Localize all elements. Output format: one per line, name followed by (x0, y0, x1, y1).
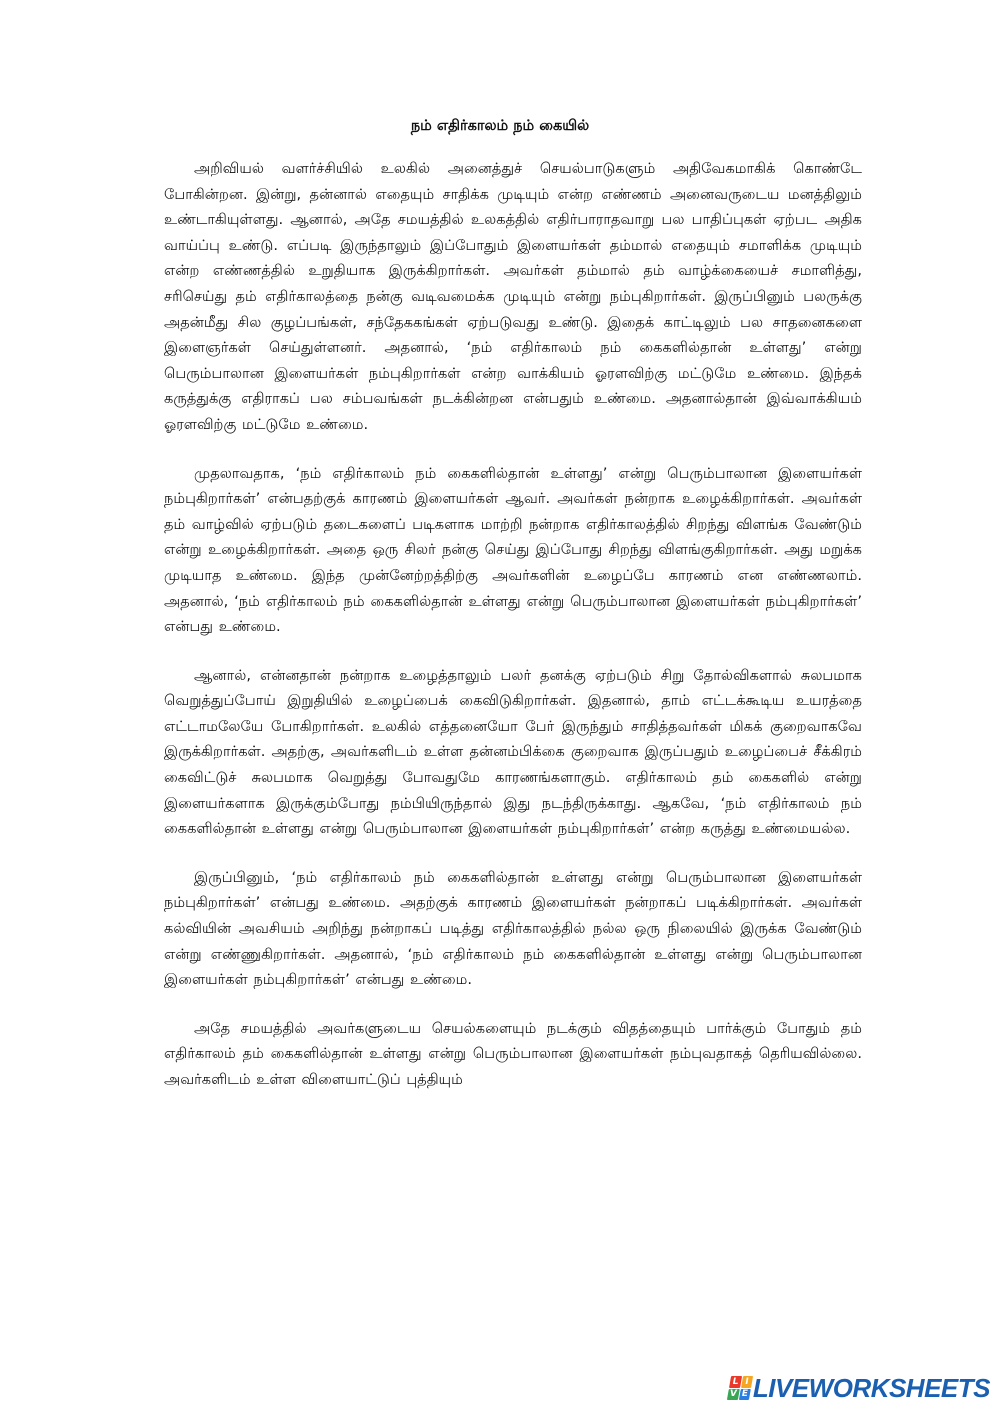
paragraph-5: அதே சமயத்தில் அவர்களுடைய செயல்களையும் நடக்கும் விதத்தையும் பார்க்கும் போதும் தம் எதிர்காலம் தம் கைகளில்தான் உள்ளது என்று பெரும்பாலான இளையர்கள் நம்புவதாகத் தெரியவில்லை. அவர்களிடம் உள்ள விளையாட்டுப் புத்தியும் (164, 1019, 862, 1088)
paragraph-3: ஆனால், என்னதான் நன்றாக உழைத்தாலும் பலர் தனக்கு ஏற்படும் சிறு தோல்விகளால் சுலபமாக வெறுத்துப்போய் இறுதியில் உழைப்பைக் கைவிடுகிறார்கள். இதனால், தாம் எட்டக்கூடிய உயரத்தை எட்டாமலேயே போகிறார்கள். உலகில் எத்தனையோ பேர் இருந்தும் சாதித்தவர்கள் மிகக் குறைவாகவே இருக்கிறார்கள். அதற்கு, அவர்களிடம் உள்ள தன்னம்பிக்கை குறைவாக இருப்பதும் உழைப்பைச் சீக்கிரம் கைவிட்டுச் சுலபமாக வெறுத்து போவதுமே காரணங்களாகும். எதிர்காலம் தம் கைகளில் என்று இளையர்களாக இருக்கும்போது நம்பியிருந்தால் இது நடந்திருக்காது. ஆகவே, ‘நம் எதிர்காலம் நம் கைகளில்தான் உள்ளது என்று பெரும்பாலான இளையர்கள் நம்புகிறார்கள்’ என்ற கருத்து உண்மையல்ல. (164, 666, 862, 838)
paragraph-2: முதலாவதாக, ‘நம் எதிர்காலம் நம் கைகளில்தான் உள்ளது’ என்று பெரும்பாலான இளையர்கள் நம்புகிறார்கள்’ என்பதற்குக் காரணம் இளையர்கள் ஆவர். அவர்கள் நன்றாக உழைக்கிறார்கள். அவர்கள் தம் வாழ்வில் ஏற்படும் தடைகளைப் படிகளாக மாற்றி நன்றாக எதிர்காலத்தில் சிறந்து விளங்க வேண்டும் என்று உழைக்கிறார்கள். அதை ஒரு சிலர் நன்கு செய்து இப்போது சிறந்து விளங்குகிறார்கள். அது மறுக்க முடியாத உண்மை. இந்த முன்னேற்றத்திற்கு அவர்களின் உழைப்பே காரணம் என எண்ணலாம். அதனால், ‘நம் எதிர்காலம் நம் கைகளில்தான் உள்ளது என்று பெரும்பாலான இளையர்கள் நம்புகிறார்கள்’ என்பது உண்மை. (164, 464, 862, 636)
paragraph-4: இருப்பினும், ‘நம் எதிர்காலம் நம் கைகளில்தான் உள்ளது என்று பெரும்பாலான இளையர்கள் நம்புகிறார்கள்’ என்பது உண்மை. அதற்குக் காரணம் இளையர்கள் நன்றாகப் படிக்கிறார்கள். அவர்கள் கல்வியின் அவசியம் அறிந்து நன்றாகப் படித்து எதிர்காலத்தில் நல்ல ஒரு நிலையில் இருக்க வேண்டும் என்று எண்ணுகிறார்கள். அதனால், ‘நம் எதிர்காலம் நம் கைகளில்தான் உள்ளது என்று பெரும்பாலான இளையர்கள் நம்புகிறார்கள்’ என்பது உண்மை. (164, 868, 862, 989)
paragraph-1: அறிவியல் வளர்ச்சியில் உலகில் அனைத்துச் செயல்பாடுகளும் அதிவேகமாகிக் கொண்டே போகின்றன. இன்று, தன்னால் எதையும் சாதிக்க முடியும் என்ற எண்ணம் அனைவருடைய மனத்திலும் உண்டாகியுள்ளது. ஆனால், அதே சமயத்தில் உலகத்தில் எதிர்பாராதவாறு பல பாதிப்புகள் ஏற்பட அதிக வாய்ப்பு உண்டு. எப்படி இருந்தாலும் இப்போதும் இளையர்கள் தம்மால் எதையும் சமாளிக்க முடியும் என்ற எண்ணத்தில் உறுதியாக இருக்கிறார்கள். அவர்கள் தம்மால் தம் வாழ்க்கையைச் சமாளித்து, சரிசெய்து தம் எதிர்காலத்தை நன்கு வடிவமைக்க முடியும் என்று நம்புகிறார்கள். இருப்பினும் பலருக்கு அதன்மீது சில குழப்பங்கள், சந்தேககங்கள் ஏற்படுவது உண்டு. இதைக் காட்டிலும் பல சாதனைகளை இளைஞர்கள் செய்துள்ளனர். அதனால், ‘நம் எதிர்காலம் நம் கைகளில்தான் உள்ளது’ என்று பெரும்பாலான இளையர்கள் நம்புகிறார்கள் என்ற வாக்கியம் ஓரளவிற்கு மட்டுமே உண்மை. இந்தக் கருத்துக்கு எதிராகப் பல சம்பவங்கள் நடக்கின்றன என்பதும் உண்மை. அதனால்தான் இவ்வாக்கியம் ஓரளவிற்கு மட்டுமே உண்மை. (164, 160, 862, 433)
essay-body (164, 156, 862, 1116)
liveworksheets-mark-icon: L I V E (727, 1376, 753, 1400)
liveworksheets-wordmark: LIVEWORKSHEETS (752, 1372, 990, 1403)
document-title: நம் எதிர்காலம் நம் கையில் (410, 118, 590, 134)
liveworksheets-logo (729, 1373, 990, 1403)
